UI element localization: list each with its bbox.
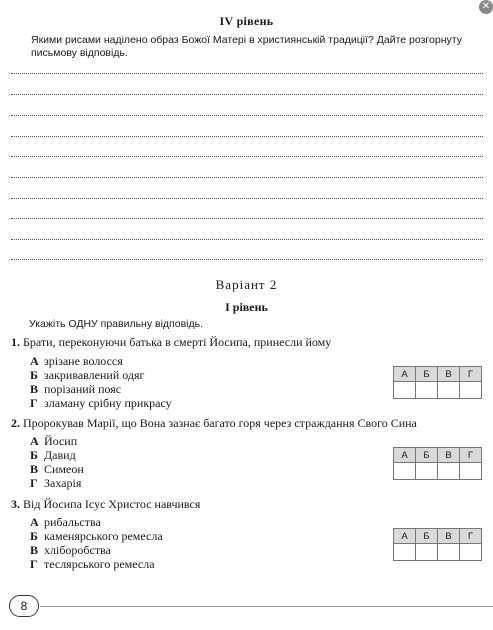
answer-line[interactable] (11, 94, 483, 95)
answer-line[interactable] (11, 259, 483, 260)
answer-cell[interactable] (460, 463, 482, 480)
option-a[interactable]: А Йосип (30, 434, 78, 448)
footer-rule (40, 606, 493, 607)
answer-header: Г (460, 529, 482, 544)
answer-cell[interactable] (394, 544, 416, 561)
question-number: 1. (11, 335, 20, 349)
question-number: 2. (11, 416, 20, 430)
option-c[interactable]: В Симеон (30, 462, 84, 476)
question-1-options (30, 354, 172, 410)
level-1-instruction: Укажіть ОДНУ правильну відповідь. (29, 318, 203, 330)
answer-line[interactable] (11, 73, 483, 74)
level-4-prompt: Якими рисами наділено образ Божої Матері в християнській традиції? Дайте розгорнуту письмову відповідь. (31, 34, 462, 59)
answer-cell[interactable] (416, 544, 438, 561)
option-b[interactable]: Б Давид (30, 448, 76, 462)
answer-header: А (394, 448, 416, 463)
question-number: 3. (11, 497, 20, 511)
answer-line[interactable] (11, 136, 483, 137)
option-a[interactable]: А зрізане волосся (30, 354, 123, 368)
question-3-options (30, 515, 163, 571)
option-a[interactable]: А рибальства (30, 515, 101, 529)
question-2-options (30, 434, 84, 490)
question-text: Брати, переконуючи батька в смерті Йосипа, принесли йому (23, 335, 332, 349)
question-text: Від Йосипа Ісус Христос навчився (23, 497, 201, 511)
answer-cell[interactable] (460, 544, 482, 561)
answer-header: Б (416, 529, 438, 544)
option-d[interactable]: Г Захарія (30, 476, 82, 490)
answer-header: В (438, 529, 460, 544)
answer-grid-3 (393, 528, 482, 561)
answer-header: А (394, 367, 416, 382)
answer-header: В (438, 367, 460, 382)
question-text: Пророкував Марії, що Вона зазнає багато горя через страждання Свого Сина (23, 416, 417, 430)
answer-cell[interactable] (416, 463, 438, 480)
option-d[interactable]: Г зламану срібну прикрасу (30, 396, 172, 410)
answer-grid-1 (393, 366, 482, 399)
question-1 (11, 335, 331, 350)
answer-header: Б (416, 367, 438, 382)
answer-cell[interactable] (394, 463, 416, 480)
option-b[interactable]: Б закривавлений одяг (30, 368, 145, 382)
answer-cell[interactable] (460, 382, 482, 399)
option-b[interactable]: Б каменярського ремесла (30, 529, 163, 543)
answer-header: Б (416, 448, 438, 463)
answer-header: А (394, 529, 416, 544)
option-d[interactable]: Г теслярського ремесла (30, 557, 155, 571)
close-icon[interactable]: ✕ (479, 0, 493, 14)
answer-line[interactable] (11, 218, 483, 219)
answer-header: В (438, 448, 460, 463)
answer-cell[interactable] (416, 382, 438, 399)
option-c[interactable]: В хліборобства (30, 543, 111, 557)
answer-cell[interactable] (394, 382, 416, 399)
level-4-heading: IV рівень (219, 14, 274, 28)
variant-heading: Варіант 2 (215, 277, 278, 292)
answer-header: Г (460, 448, 482, 463)
answer-line[interactable] (11, 198, 483, 199)
answer-line[interactable] (11, 177, 483, 178)
answer-line[interactable] (11, 239, 483, 240)
option-c[interactable]: В порізаний пояс (30, 382, 122, 396)
answer-cell[interactable] (438, 544, 460, 561)
answer-line[interactable] (11, 115, 483, 116)
question-2 (11, 416, 417, 431)
page-number: 8 (9, 595, 39, 617)
answer-cell[interactable] (438, 463, 460, 480)
answer-line[interactable] (11, 156, 483, 157)
answer-header: Г (460, 367, 482, 382)
answer-grid-2 (393, 447, 482, 480)
answer-cell[interactable] (438, 382, 460, 399)
level-1-heading: I рівень (225, 300, 268, 314)
question-3 (11, 497, 200, 512)
